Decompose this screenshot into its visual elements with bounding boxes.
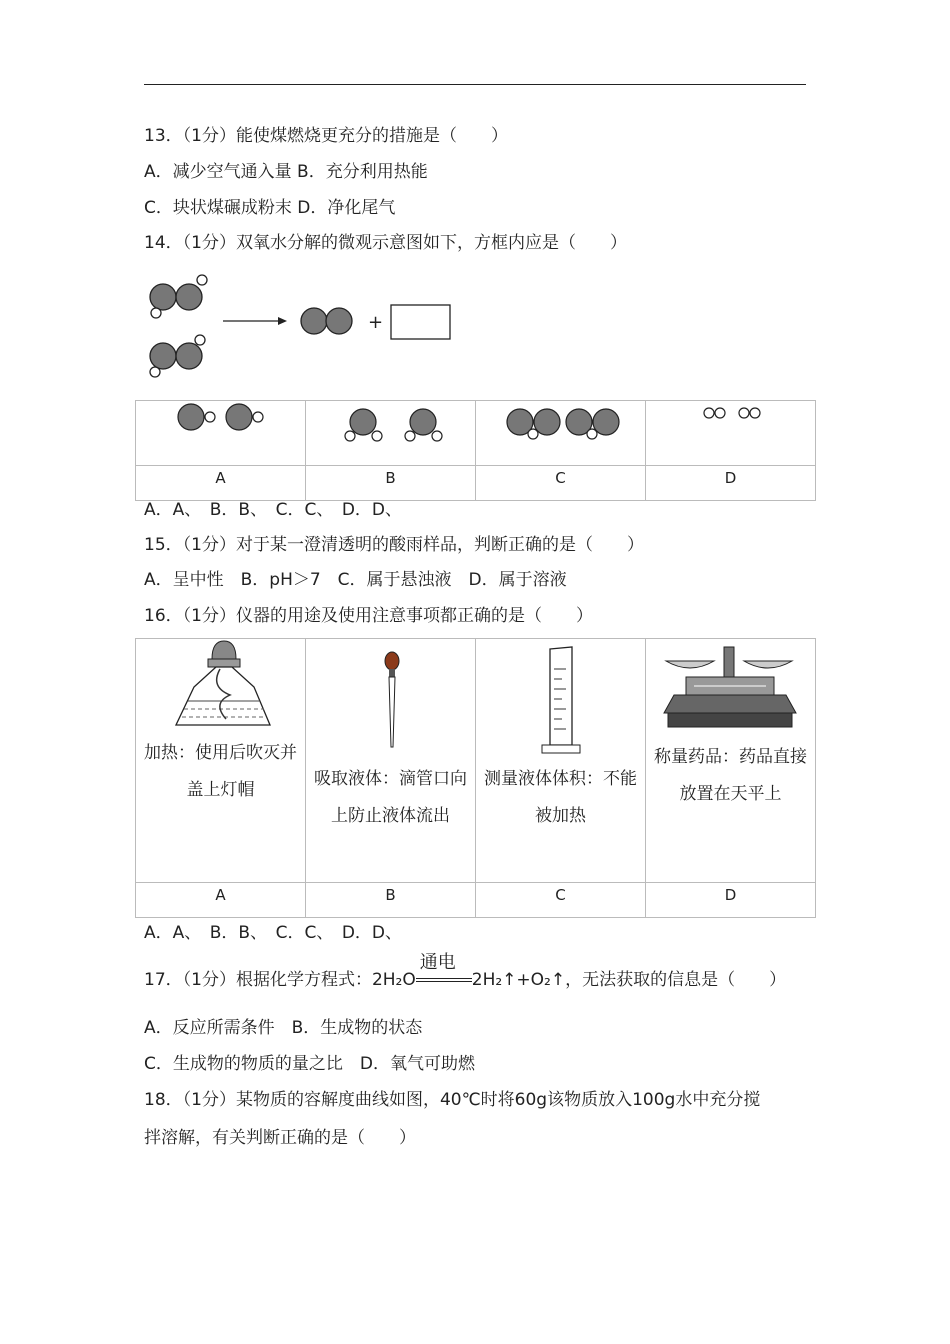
- q17-options-ab: A．反应所需条件 B．生成物的状态: [144, 1018, 423, 1038]
- h2o2-decomposition-diagram: [140, 268, 460, 383]
- q16-option-a-cell: [136, 639, 306, 883]
- q16-label-d: D: [646, 883, 816, 918]
- answer-box: [391, 305, 450, 339]
- q16-option-b-text: 吸取液体：滴管口向上防止液体流出: [314, 769, 467, 826]
- q17-options-cd: C．生成物的物质的量之比 D．氧气可助燃: [144, 1054, 475, 1074]
- oxygen-atom: [301, 308, 327, 334]
- q18-stem-line2: 拌溶解，有关判断正确的是（ ）: [144, 1128, 416, 1148]
- q14-option-c-cell: [476, 401, 646, 466]
- header-rule: [144, 84, 806, 85]
- q13-stem: 13．（1分）能使煤燃烧更充分的措施是（ ）: [144, 126, 508, 146]
- hydrogen-atom: [150, 367, 160, 377]
- q16-option-d-text: 称量药品：药品直接放置在天平上: [654, 747, 807, 804]
- q14-option-table: [135, 400, 816, 501]
- q14-option-a-cell: [136, 401, 306, 466]
- graduated-cylinder-icon: [476, 639, 645, 757]
- oxygen-atom: [326, 308, 352, 334]
- hydrogen-atom: [151, 308, 161, 318]
- q16-label-a: A: [136, 883, 306, 918]
- alcohol-lamp-icon: [136, 639, 305, 731]
- oxygen-atom: [176, 284, 202, 310]
- q16-option-a-text: 加热：使用后吹灭并盖上灯帽: [144, 743, 297, 800]
- q16-option-c-text: 测量液体体积：不能被加热: [484, 769, 637, 826]
- q16-option-d-cell: [646, 639, 816, 883]
- q17-stem: [144, 952, 787, 991]
- q16-option-table: [135, 638, 816, 918]
- q16-label-c: C: [476, 883, 646, 918]
- q13-options-ab: A．减少空气通入量 B．充分利用热能: [144, 162, 428, 182]
- hydrogen-atom: [197, 275, 207, 285]
- q14-option-d-cell: [646, 401, 816, 466]
- q14-label-c: C: [476, 466, 646, 501]
- q14-option-b-cell: [306, 401, 476, 466]
- hydrogen-atom: [195, 335, 205, 345]
- q14-answer-options: A．A、 B．B、 C．C、 D．D、: [144, 500, 403, 520]
- q16-option-b-cell: [306, 639, 476, 883]
- q16-answer-options: A．A、 B．B、 C．C、 D．D、: [144, 923, 403, 943]
- q13-options-cd: C．块状煤碾成粉末 D．净化尾气: [144, 198, 396, 218]
- oxygen-atom: [150, 343, 176, 369]
- q18-stem-line1: 18．（1分）某物质的容解度曲线如图，40℃时将60g该物质放入100g水中充分搅: [144, 1090, 761, 1110]
- dropper-icon: [306, 639, 475, 757]
- balance-scale-icon: [646, 639, 815, 735]
- q14-label-d: D: [646, 466, 816, 501]
- q17-stem-pre: 17．（1分）根据化学方程式：2H₂O: [144, 970, 416, 990]
- q16-label-b: B: [306, 883, 476, 918]
- reaction-condition: [416, 952, 472, 991]
- q14-stem: 14．（1分）双氧水分解的微观示意图如下，方框内应是（ ）: [144, 233, 627, 253]
- oxygen-atom: [176, 343, 202, 369]
- q15-stem: 15．（1分）对于某一澄清透明的酸雨样品，判断正确的是（ ）: [144, 535, 644, 555]
- plus-sign: +: [368, 312, 384, 333]
- molecule-a-icon: [136, 401, 305, 461]
- q17-stem-post: 2H₂↑+O₂↑，无法获取的信息是（ ）: [471, 970, 787, 990]
- condition-text: 通电: [419, 952, 456, 973]
- molecule-b-icon: [306, 401, 475, 461]
- q15-options: A．呈中性 B．pH＞7 C．属于悬浊液 D．属于溶液: [144, 570, 567, 590]
- molecule-c-icon: [476, 401, 645, 461]
- q14-label-a: A: [136, 466, 306, 501]
- molecule-d-icon: [646, 401, 815, 461]
- q16-stem: 16．（1分）仪器的用途及使用注意事项都正确的是（ ）: [144, 606, 593, 626]
- oxygen-atom: [150, 284, 176, 310]
- q16-option-c-cell: [476, 639, 646, 883]
- q14-label-b: B: [306, 466, 476, 501]
